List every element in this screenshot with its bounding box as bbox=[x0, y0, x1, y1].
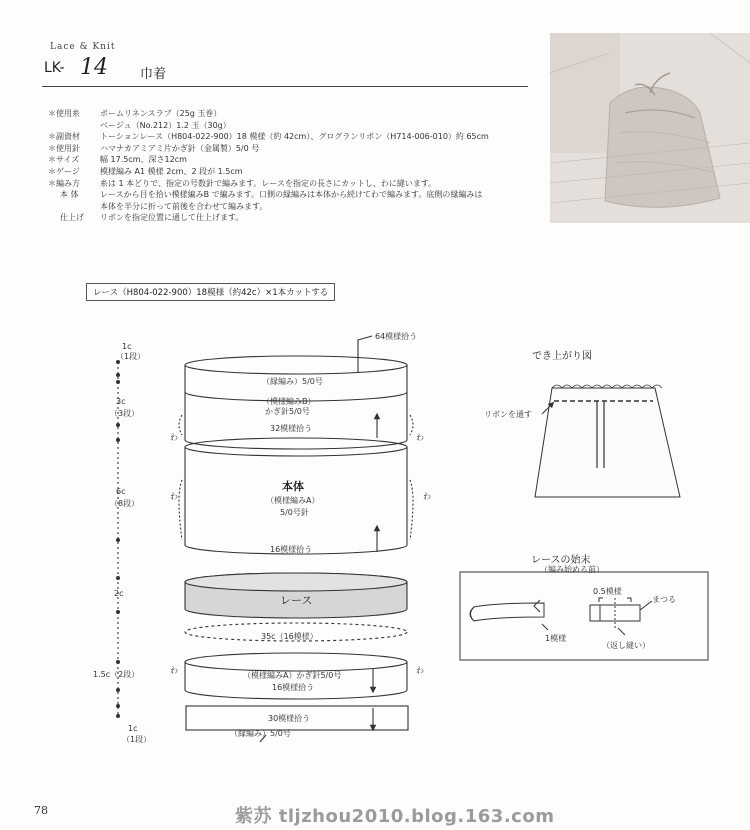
dim-label: 1.5c（2段） bbox=[93, 670, 140, 679]
label-wa: わ bbox=[170, 666, 178, 675]
dim-label: 1c bbox=[122, 342, 132, 351]
spec-key: 仕上げ bbox=[60, 213, 84, 223]
spec-value: ベージュ（No.212）1.2 玉（30g） bbox=[100, 120, 231, 130]
label-edge-top: （縁編み）5/0号 bbox=[262, 377, 323, 386]
label-pick-64: 64模様拾う bbox=[375, 332, 418, 341]
pattern-code: LK- bbox=[44, 60, 65, 76]
label-pattern-a2: （模様編みA）かぎ針5/0号 bbox=[243, 671, 342, 680]
page-number: 78 bbox=[34, 804, 48, 817]
spec-value: トーションレース（H804-022-900）18 模様（約 42cm）、グログランリボン（H714-006-010）約 65cm bbox=[100, 132, 489, 142]
spec-value: レースから目を拾い模様編みB で編みます。口側の縁編みは本体から続けてわで編みます。底側の縁編みは bbox=[100, 190, 483, 200]
dim-label: 2c bbox=[114, 589, 124, 598]
dim-label: 1c bbox=[128, 724, 138, 733]
label-wa: わ bbox=[416, 433, 424, 442]
watermark: 紫苏 tljzhou2010.blog.163.com bbox=[235, 806, 555, 827]
lace-end-subtitle: （編み始める前） bbox=[540, 565, 604, 574]
lace-cut-note: レース（H804-022-900）18模様（約42c）×1本カットする bbox=[86, 283, 335, 301]
dim-rows: （1段） bbox=[122, 735, 152, 744]
brand-logo: Lace & Knit bbox=[50, 42, 116, 52]
label-one-motif: 1模様 bbox=[545, 634, 567, 643]
label-pick-30: 30模様拾う bbox=[268, 714, 311, 723]
label-pattern-a: （模様編みA） bbox=[266, 496, 320, 505]
spec-value: ボームリネンスラブ（25g 玉巻） bbox=[100, 109, 222, 118]
spec-key: 本 体 bbox=[60, 190, 79, 200]
label-wa: わ bbox=[170, 492, 178, 501]
spec-key: ＊副資材 bbox=[48, 132, 80, 142]
spec-value: ハマナカアミアミ片かぎ針（金属製）5/0 号 bbox=[100, 143, 260, 153]
label-pattern-b: （模様編みB） bbox=[262, 397, 316, 406]
label-edge-bottom: （縁編み）5/0号 bbox=[230, 729, 291, 738]
ribbon-label: リボンを通す bbox=[484, 410, 532, 419]
label-stitch: まつる bbox=[652, 595, 676, 604]
label-body: 本体 bbox=[282, 480, 304, 493]
dim-rows: （3段） bbox=[110, 409, 140, 418]
spec-key: ＊ゲージ bbox=[48, 166, 80, 176]
spec-key: ＊使用針 bbox=[48, 143, 80, 153]
spec-key: ＊サイズ bbox=[48, 155, 80, 165]
label-wa: わ bbox=[170, 433, 178, 442]
label-pick-32: 32模様拾う bbox=[270, 424, 313, 433]
finished-title: でき上がり図 bbox=[532, 351, 592, 362]
lace-end-title: レースの始末 bbox=[531, 555, 591, 566]
spec-value: 幅 17.5cm、深さ12cm bbox=[100, 155, 187, 165]
dim-rows: （8段） bbox=[110, 499, 140, 508]
spec-value: 糸は 1 本どりで、指定の号数針で編みます。レースを指定の長さにカットし、わに縫います。 bbox=[100, 178, 437, 188]
spec-value: 本体を半分に折って前後を合わせて編みます。 bbox=[100, 201, 268, 211]
pattern-title: 巾着 bbox=[140, 67, 167, 82]
label-pick-16b: 16模様拾う bbox=[272, 683, 315, 692]
label-lace: レース bbox=[280, 594, 313, 607]
label-wa: わ bbox=[416, 666, 424, 675]
dim-label: 6c bbox=[116, 487, 126, 496]
label-length-35: 35c（16模様） bbox=[261, 632, 318, 641]
label-needle-a: 5/0号針 bbox=[280, 508, 309, 517]
label-backstitch: （返し縫い） bbox=[602, 641, 650, 650]
spec-key: ＊編み方 bbox=[48, 178, 80, 188]
spec-value: リボンを指定位置に通して仕上げます。 bbox=[100, 213, 244, 223]
spec-key: ＊使用糸 bbox=[48, 109, 80, 118]
dim-label: 3c bbox=[116, 397, 126, 406]
label-hook-b: かぎ針5/0号 bbox=[265, 407, 310, 416]
pattern-number: 14 bbox=[80, 55, 108, 80]
label-half-motif: 0.5模様 bbox=[593, 587, 622, 596]
dim-rows: （1段） bbox=[116, 352, 146, 361]
spec-value: 模様編み A1 模様 2cm、2 段が 1.5cm bbox=[100, 166, 243, 176]
label-wa: わ bbox=[423, 492, 431, 501]
label-pick-16a: 16模様拾う bbox=[270, 545, 313, 554]
